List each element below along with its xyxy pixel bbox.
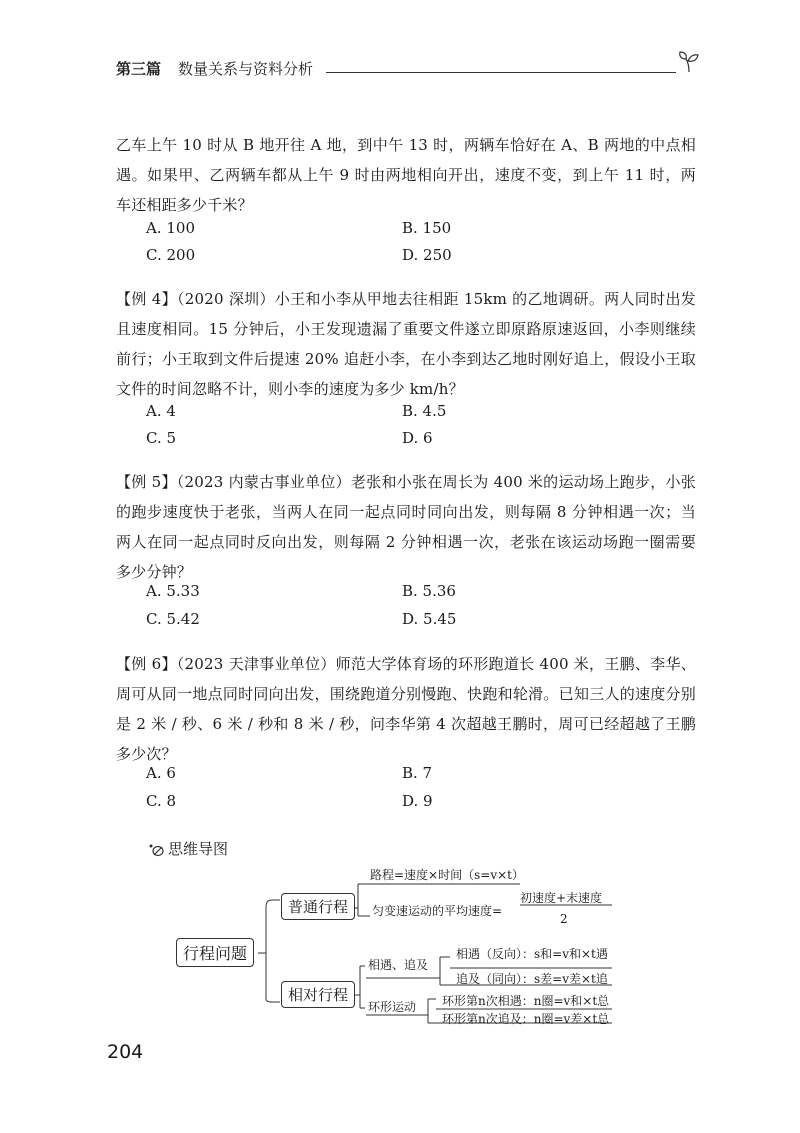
mindmap-circular-chase-formula: 环形第n次追及：n圈=v差×t总 bbox=[442, 1012, 610, 1026]
intro-question-text: 乙车上午 10 时从 B 地开往 A 地，到中午 13 时，两辆车恰好在 A、B 两地的中点相遇。如果甲、乙两辆车都从上午 9 时由两地相向开出，速度不变，到上午 11 时，两车还相距多少千米？ bbox=[116, 136, 696, 214]
mindmap-avg-speed-numerator: 初速度+末速度 bbox=[520, 891, 603, 905]
mindmap-root-node: 行程问题 bbox=[176, 938, 254, 967]
mindmap-branch-relative: 相对行程 bbox=[281, 981, 355, 1008]
mindmap-circular-meet-formula: 环形第n次相遇：n圈=v和×t总 bbox=[442, 994, 610, 1008]
q4-option-c: C. 5 bbox=[146, 429, 177, 447]
example-6-text: 【例 6】（2023 天津事业单位）师范大学体育场的环形跑道长 400 米，王鹏、李华、周可从同一地点同时同向出发，围绕跑道分别慢跑、快跑和轮滑。已知三人的速度分别是 2 米 / 秒、6 米 / 秒和 8 米 / 秒，问李华第 4 次超越王鹏时，周可已经超越了王鹏多少次？ bbox=[116, 655, 696, 763]
mindmap-title: 思维导图 bbox=[168, 840, 229, 858]
mindmap-avg-speed-denominator: 2 bbox=[560, 912, 568, 926]
example-5-text: 【例 5】（2023 内蒙古事业单位）老张和小张在周长为 400 米的运动场上跑步，小张的跑步速度快于老张，当两人在同一起点同时同向出发，则每隔 8 分钟相遇一次；当两人在同一起点同时反向出发，则每隔 2 分钟相遇一次，老张在该运动场跑一圈需要多少分钟？ bbox=[116, 473, 696, 581]
page-number: 204 bbox=[107, 1041, 144, 1063]
mindmap-meet-formula: 相遇（反向）：s和=v和×t遇 bbox=[456, 947, 608, 961]
header-section-title: 数量关系与资料分析 bbox=[178, 60, 314, 78]
q6-option-b: B. 7 bbox=[402, 764, 433, 782]
q5-option-b: B. 5.36 bbox=[402, 582, 456, 600]
mindmap-meet-chase-node: 相遇、追及 bbox=[368, 958, 429, 972]
q3-option-d: D. 250 bbox=[402, 246, 452, 264]
header-part-label: 第三篇 bbox=[116, 60, 162, 78]
q5-option-d: D. 5.45 bbox=[402, 610, 457, 628]
q4-option-b: B. 4.5 bbox=[402, 402, 447, 420]
q5-option-c: C. 5.42 bbox=[146, 610, 200, 628]
example-4-text: 【例 4】（2020 深圳）小王和小李从甲地去往相距 15km 的乙地调研。两人同时出发且速度相同。15 分钟后，小王发现遗漏了重要文件遂立即原路原速返回，小李则继续前行；小王取到文件后提速 20% 追赶小李，在小李到达乙地时刚好追上，假设小王取文件的时间忽略不计，则小李的速度为多少 km/h？ bbox=[116, 290, 696, 398]
q6-option-a: A. 6 bbox=[146, 764, 176, 782]
mindmap-chase-formula: 追及（同向）：s差=v差×t追 bbox=[456, 972, 608, 986]
mindmap-avg-speed-label: 匀变速运动的平均速度= bbox=[372, 904, 503, 918]
q6-option-d: D. 9 bbox=[402, 792, 433, 810]
mindmap-branch-ordinary: 普通行程 bbox=[281, 893, 355, 920]
q4-option-a: A. 4 bbox=[146, 402, 176, 420]
q3-option-b: B. 150 bbox=[402, 219, 452, 237]
mindmap-circular-node: 环形运动 bbox=[368, 1000, 417, 1014]
mindmap-distance-formula: 路程=速度×时间（s=v×t） bbox=[370, 868, 524, 882]
q5-option-a: A. 5.33 bbox=[146, 582, 200, 600]
q3-option-c: C. 200 bbox=[146, 246, 196, 264]
q4-option-d: D. 6 bbox=[402, 429, 433, 447]
q6-option-c: C. 8 bbox=[146, 792, 177, 810]
q3-option-a: A. 100 bbox=[146, 219, 195, 237]
